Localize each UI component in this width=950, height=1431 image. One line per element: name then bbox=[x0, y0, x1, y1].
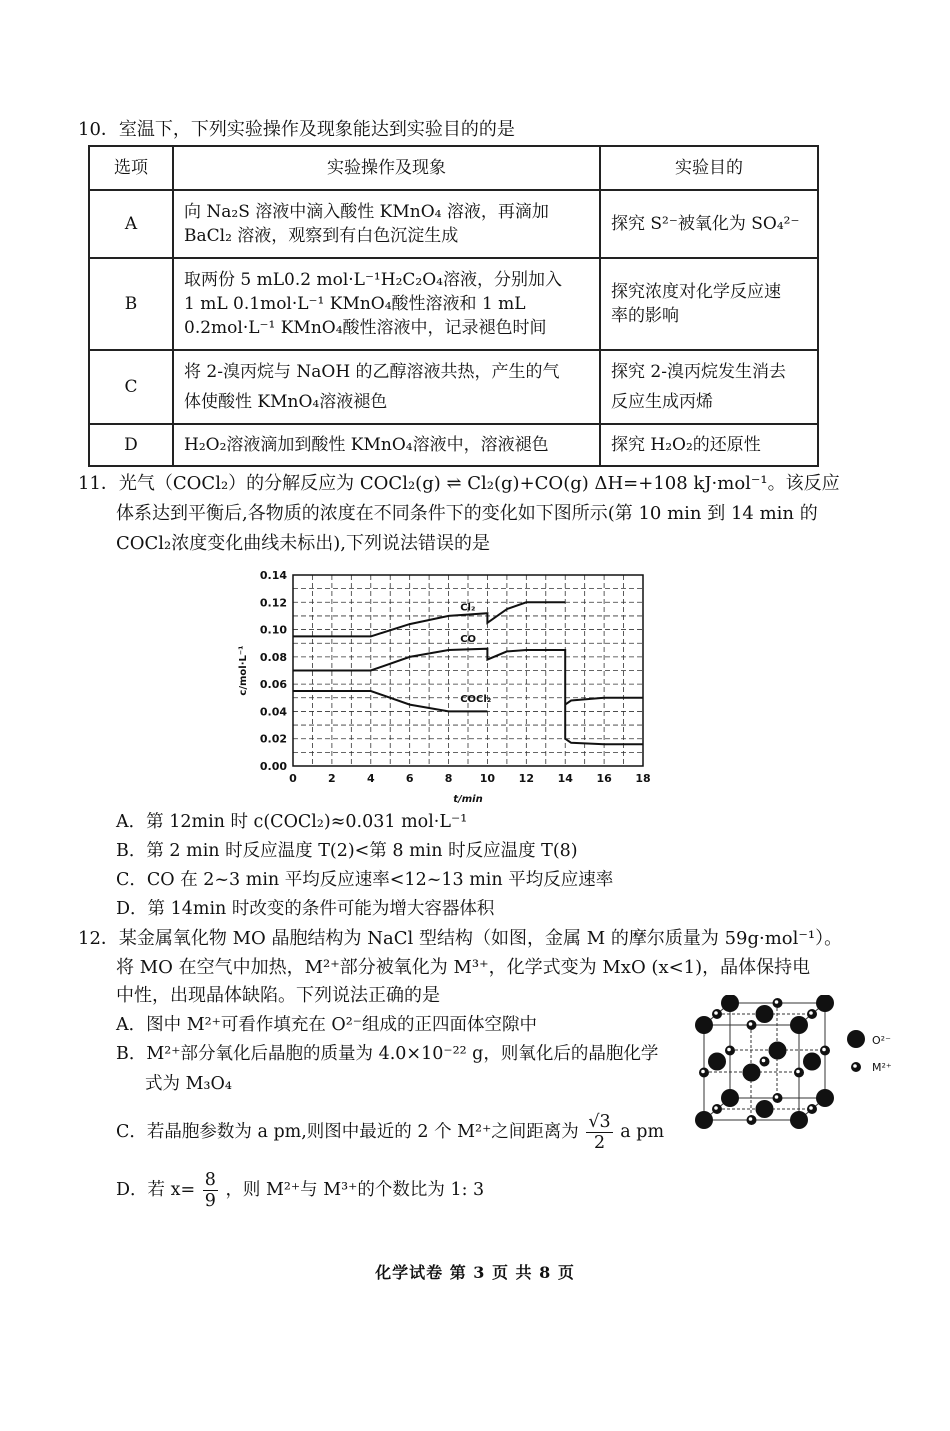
y-axis-label: c/mol·L⁻¹ bbox=[238, 645, 249, 696]
fraction-denominator: 2 bbox=[593, 1133, 606, 1153]
q11-option-c: C．CO 在 2~3 min 平均反应速率<12~13 min 平均反应速率 bbox=[116, 870, 614, 890]
operation-line: 取两份 5 mL0.2 mol·L⁻¹H₂C₂O₄溶液，分别加入 bbox=[184, 270, 562, 290]
x-tick-label: 10 bbox=[479, 772, 496, 785]
row-goal bbox=[600, 190, 818, 258]
fraction-numerator: √3 bbox=[588, 1112, 611, 1132]
q12-line1: 12．某金属氧化物 MO 晶胞结构为 NaCl 型结构（如图，金属 M 的摩尔质量为 59g·mol⁻¹）。 bbox=[78, 928, 843, 949]
y-tick-label: 0.12 bbox=[259, 596, 287, 610]
metal-ion-highlight bbox=[775, 1000, 779, 1004]
row-option: D bbox=[89, 424, 173, 466]
row-goal bbox=[600, 258, 818, 350]
oxide-ion-legend-icon bbox=[847, 1030, 865, 1048]
concentration-chart bbox=[230, 560, 670, 810]
q12-option-c bbox=[116, 1112, 664, 1153]
row-operation bbox=[173, 350, 600, 424]
series-label: CO bbox=[460, 633, 477, 645]
oxide-ion bbox=[790, 1111, 808, 1129]
x-tick-label: 12 bbox=[518, 772, 534, 785]
y-tick-label: 0.04 bbox=[259, 705, 287, 719]
metal-ion-highlight bbox=[809, 1011, 813, 1015]
crystal-atoms bbox=[695, 995, 834, 1129]
q12-option-b-line1: B．M²⁺部分氧化后晶胞的质量为 4.0×10⁻²² g，则氧化后的晶胞化学 bbox=[116, 1044, 659, 1064]
x-axis-label: t/min bbox=[453, 794, 483, 805]
metal-ion-highlight bbox=[749, 1022, 753, 1026]
oxide-ion bbox=[695, 1111, 713, 1129]
x-tick-label: 0 bbox=[289, 772, 297, 785]
q12-line3: 中性，出现晶体缺陷。下列说法正确的是 bbox=[116, 985, 440, 1006]
header-goal: 实验目的 bbox=[600, 146, 818, 190]
goal-line: 探究 H₂O₂的还原性 bbox=[611, 435, 761, 455]
x-tick-label: 18 bbox=[635, 772, 651, 785]
x-tick-label: 6 bbox=[405, 772, 414, 785]
oxide-ion bbox=[803, 1053, 821, 1071]
operation-line: 1 mL 0.1mol·L⁻¹ KMnO₄酸性溶液和 1 mL bbox=[184, 294, 526, 314]
metal-ion-highlight bbox=[822, 1048, 826, 1052]
row-goal bbox=[600, 424, 818, 466]
q12-option-d bbox=[116, 1170, 484, 1211]
fraction-numerator: 8 bbox=[204, 1170, 216, 1190]
q11-option-a: A．第 12min 时 c(COCl₂)≈0.031 mol·L⁻¹ bbox=[116, 812, 468, 832]
q12-option-a: A．图中 M²⁺可看作填充在 O²⁻组成的正四面体空隙中 bbox=[116, 1015, 538, 1035]
option-c-text: C．若晶胞参数为 a pm,则图中最近的 2 个 M²⁺之间距离为 bbox=[116, 1122, 579, 1142]
fraction-8-over-9 bbox=[203, 1170, 218, 1211]
operation-line: BaCl₂ 溶液，观察到有白色沉淀生成 bbox=[184, 226, 459, 246]
oxide-ion bbox=[769, 1042, 787, 1060]
y-tick-label: 0.10 bbox=[259, 623, 287, 637]
header-option: 选项 bbox=[89, 146, 173, 190]
oxide-ion bbox=[790, 1016, 808, 1034]
series-line-3 bbox=[293, 691, 487, 711]
row-operation bbox=[173, 258, 600, 350]
q10-stem: 10．室温下，下列实验操作及现象能达到实验目的的是 bbox=[78, 119, 515, 140]
oxide-ion bbox=[743, 1064, 761, 1082]
q11-line1: 11．光气（COCl₂）的分解反应为 COCl₂(g) ⇌ Cl₂(g)+CO(g) ΔH=+108 kJ·mol⁻¹。该反应 bbox=[78, 473, 840, 494]
x-tick-label: 8 bbox=[444, 772, 453, 785]
option-d-text: D．若 x= bbox=[116, 1180, 196, 1200]
y-tick-label: 0.06 bbox=[259, 678, 287, 692]
goal-line: 率的影响 bbox=[611, 306, 679, 326]
x-tick-label: 16 bbox=[596, 772, 612, 785]
header-operation: 实验操作及现象 bbox=[173, 146, 600, 190]
metal-ion-highlight bbox=[701, 1070, 705, 1074]
series-label: COCl₂ bbox=[460, 693, 492, 705]
q11-line3: COCl₂浓度变化曲线未标出),下列说法错误的是 bbox=[116, 533, 491, 554]
row-option: C bbox=[89, 350, 173, 424]
oxide-ion bbox=[816, 1089, 834, 1107]
q11-line2: 体系达到平衡后,各物质的浓度在不同条件下的变化如下图所示(第 10 min 到 14 min 的 bbox=[116, 503, 818, 524]
metal-ion-highlight bbox=[762, 1059, 766, 1063]
table-row bbox=[89, 350, 818, 424]
operation-line: H₂O₂溶液滴加到酸性 KMnO₄溶液中，溶液褪色 bbox=[184, 435, 549, 455]
x-tick-label: 2 bbox=[328, 772, 336, 785]
metal-ion-highlight bbox=[714, 1106, 718, 1110]
legend-o-label: O²⁻ bbox=[872, 1034, 891, 1047]
oxide-ion bbox=[721, 995, 739, 1012]
q12-option-b-line2: 式为 M₃O₄ bbox=[145, 1074, 232, 1094]
table-row bbox=[89, 258, 818, 350]
operation-line: 0.2mol·L⁻¹ KMnO₄酸性溶液中，记录褪色时间 bbox=[184, 318, 547, 338]
row-option: B bbox=[89, 258, 173, 350]
y-tick-label: 0.14 bbox=[259, 569, 287, 582]
experiment-table bbox=[88, 145, 819, 467]
legend-m-label: M²⁺ bbox=[872, 1061, 892, 1074]
series-label: Cl₂ bbox=[460, 602, 476, 614]
x-tick-label: 4 bbox=[366, 772, 375, 785]
oxide-ion bbox=[708, 1053, 726, 1071]
metal-ion-highlight bbox=[775, 1095, 779, 1099]
oxide-ion bbox=[816, 995, 834, 1012]
page-footer: 化学试卷 第 3 页 共 8 页 bbox=[375, 1263, 575, 1282]
fraction-denominator: 9 bbox=[204, 1191, 216, 1211]
x-tick-label: 14 bbox=[557, 772, 573, 785]
y-tick-label: 0.00 bbox=[259, 760, 287, 773]
metal-ion-highlight bbox=[796, 1070, 800, 1074]
row-goal bbox=[600, 350, 818, 424]
crystal-structure-figure bbox=[692, 995, 904, 1135]
option-c-unit: a pm bbox=[620, 1122, 665, 1142]
q11-option-b: B．第 2 min 时反应温度 T(2)<第 8 min 时反应温度 T(8) bbox=[116, 841, 578, 861]
goal-line: 探究浓度对化学反应速 bbox=[611, 282, 781, 302]
goal-line: 探究 2-溴丙烷发生消去 bbox=[611, 362, 786, 382]
operation-line: 向 Na₂S 溶液中滴入酸性 KMnO₄ 溶液，再滴加 bbox=[184, 202, 549, 222]
row-operation bbox=[173, 190, 600, 258]
oxide-ion bbox=[756, 1100, 774, 1118]
row-operation bbox=[173, 424, 600, 466]
option-d-rest: ，则 M²⁺与 M³⁺的个数比为 1: 3 bbox=[225, 1180, 485, 1200]
metal-ion-highlight bbox=[727, 1048, 731, 1052]
y-tick-label: 0.08 bbox=[259, 650, 287, 664]
q12-line2: 将 MO 在空气中加热，M²⁺部分被氧化为 M³⁺，化学式变为 MxO (x<1)，晶体保持电 bbox=[116, 957, 811, 978]
table-row bbox=[89, 424, 818, 466]
metal-ion-highlight bbox=[749, 1117, 753, 1121]
row-option: A bbox=[89, 190, 173, 258]
table-row bbox=[89, 190, 818, 258]
oxide-ion bbox=[721, 1089, 739, 1107]
metal-ion-highlight bbox=[714, 1011, 718, 1015]
operation-line: 体使酸性 KMnO₄溶液褪色 bbox=[184, 392, 388, 412]
metal-ion-highlight bbox=[809, 1106, 813, 1110]
q11-option-d: D．第 14min 时改变的条件可能为增大容器体积 bbox=[116, 899, 495, 919]
metal-ion-legend-highlight bbox=[853, 1064, 857, 1068]
y-tick-label: 0.02 bbox=[259, 732, 287, 746]
goal-line: 反应生成丙烯 bbox=[611, 392, 713, 412]
oxide-ion bbox=[695, 1016, 713, 1034]
oxide-ion bbox=[756, 1005, 774, 1023]
operation-line: 将 2-溴丙烷与 NaOH 的乙醇溶液共热，产生的气 bbox=[184, 362, 560, 382]
goal-line: 探究 S²⁻被氧化为 SO₄²⁻ bbox=[611, 214, 800, 234]
fraction-sqrt3-over-2 bbox=[586, 1112, 612, 1153]
table-header-row bbox=[89, 146, 818, 190]
